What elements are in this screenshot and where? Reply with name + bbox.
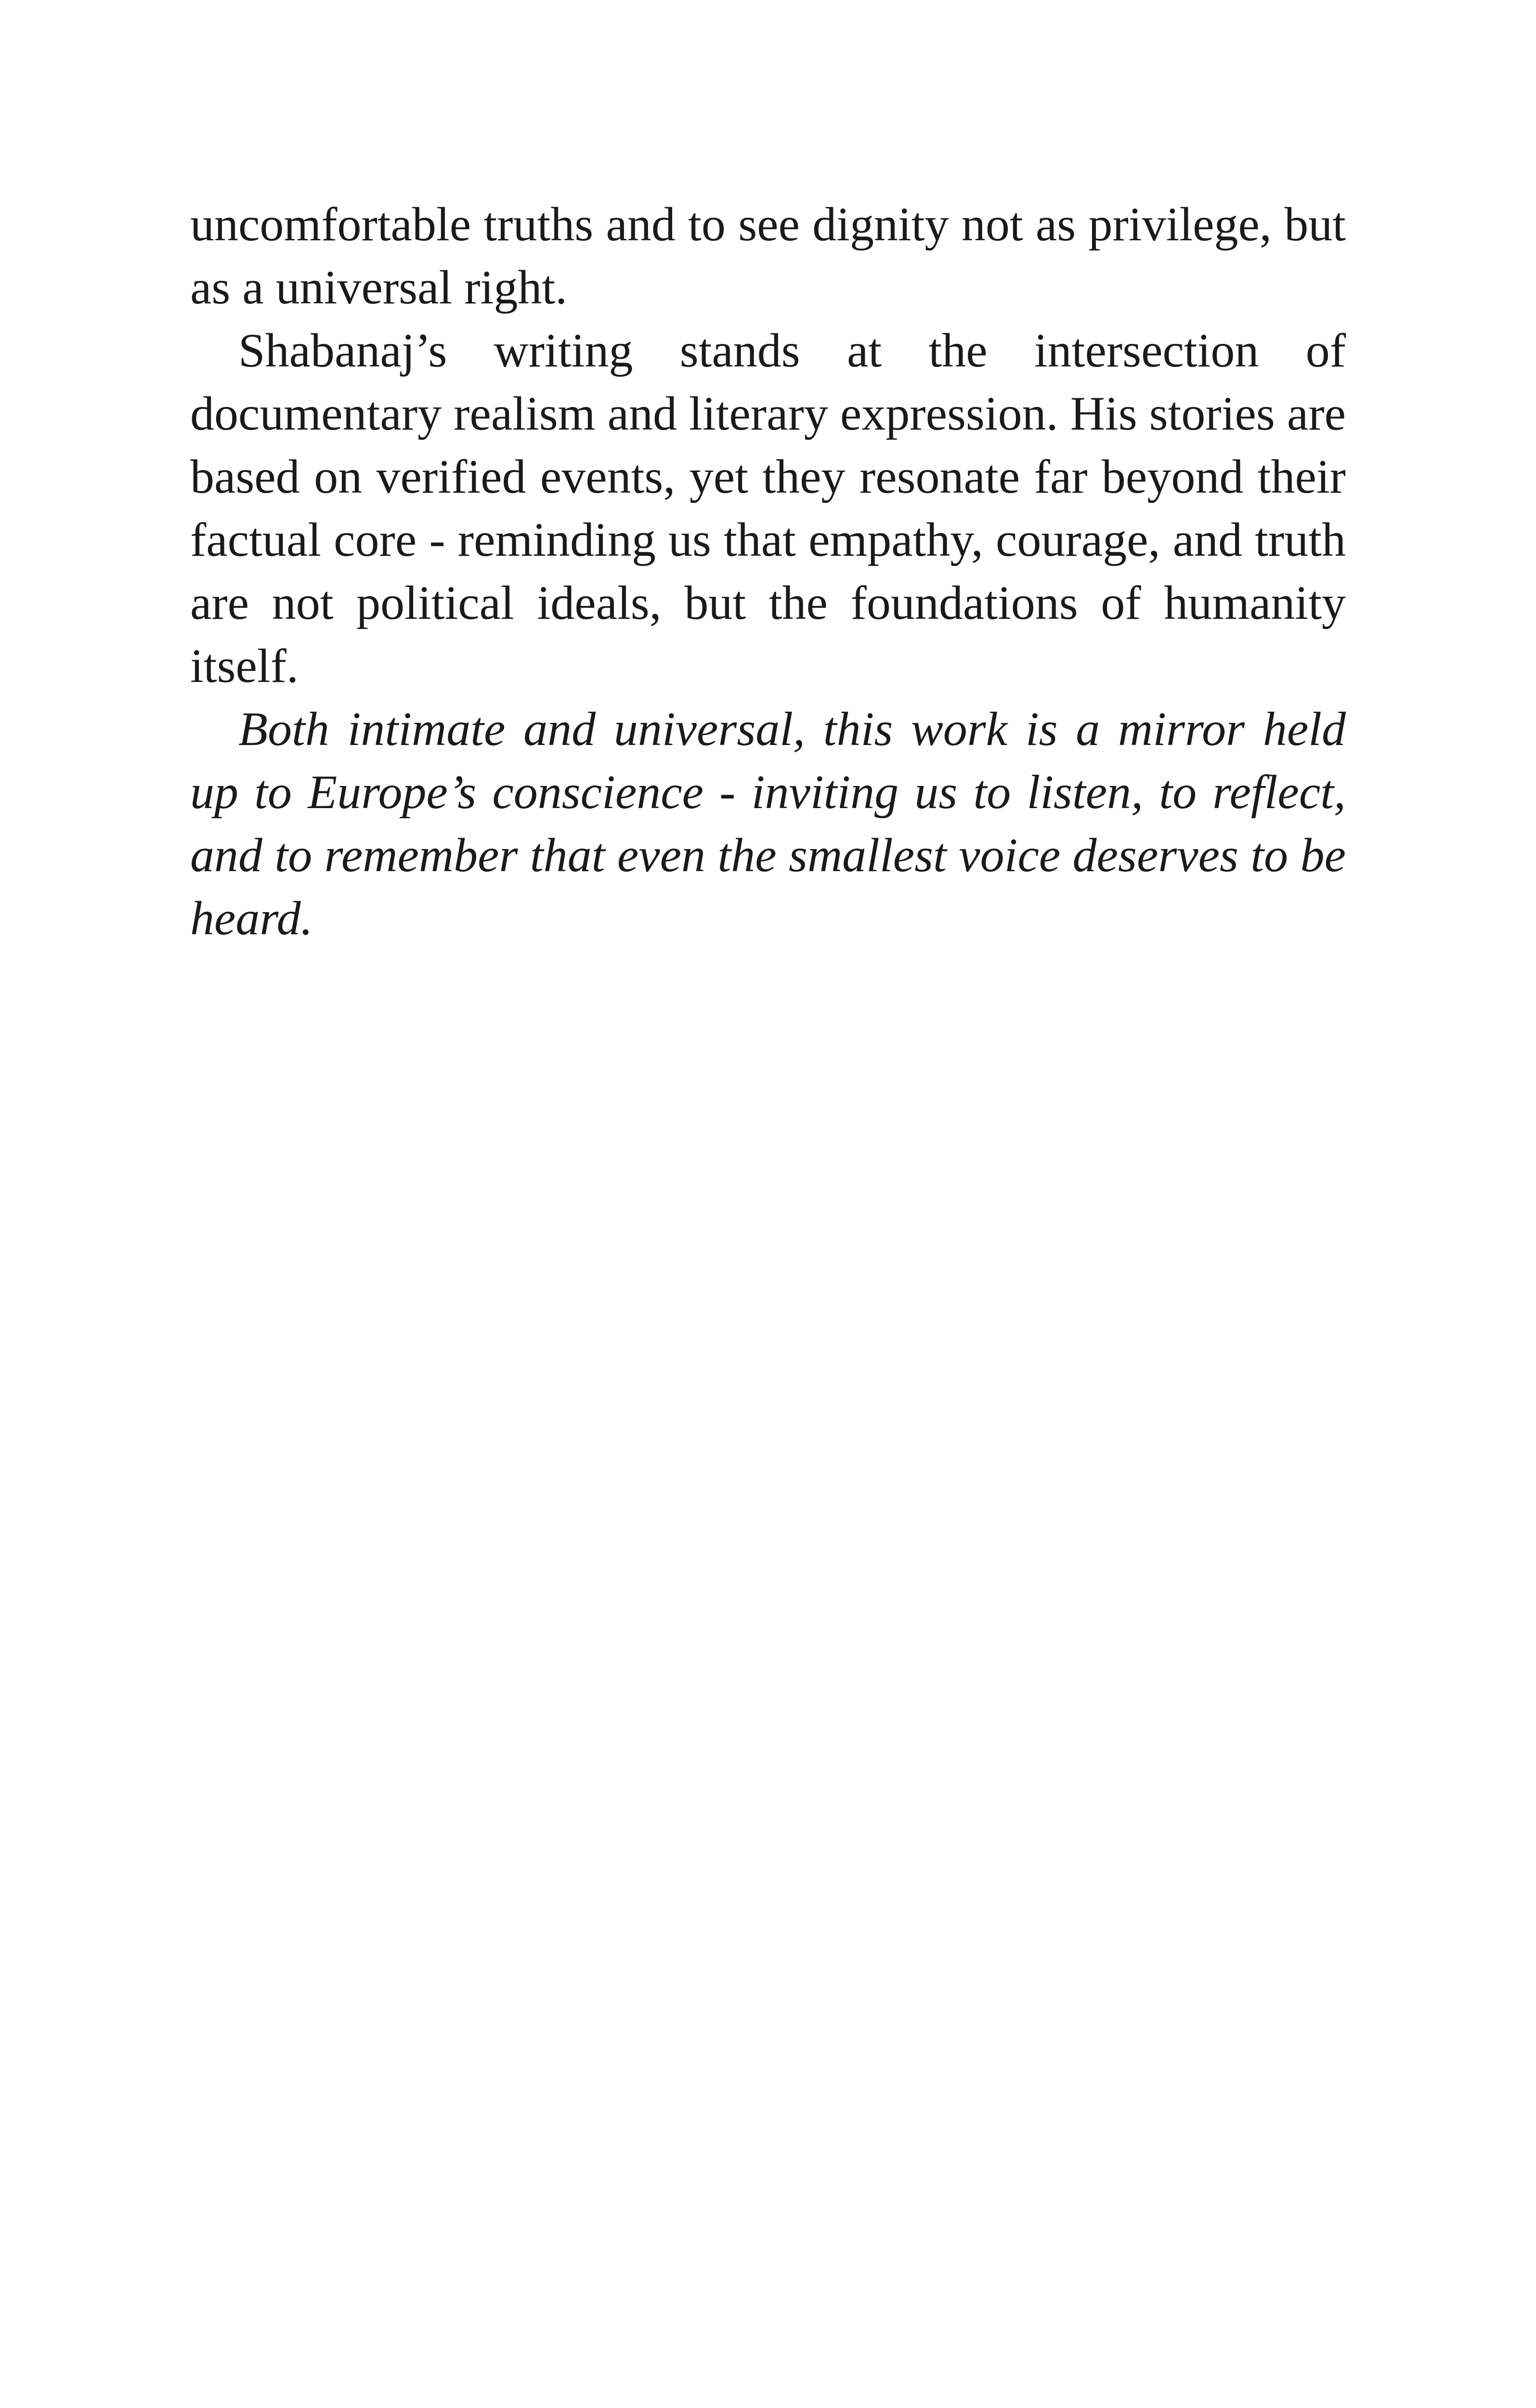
body-text: [190, 193, 1346, 950]
paragraph-closing-italic: Both intimate and universal, this work is a mirror held up to Europe’s conscience - inviting us to listen, to reflect, and to remember that even the smallest voice deserves to be heard.: [190, 702, 1346, 945]
paragraph-continuation: uncomfortable truths and to see dignity not as privilege, but as a universal right.: [190, 197, 1346, 314]
paragraph-shabanaj-writing: Shabanaj’s writing stands at the intersection of documentary realism and literary expression. His stories are based on verified events, yet they resonate far beyond their factual core - reminding us that empathy, courage, and truth are not political ideals, but the foundations of humanity itself.: [190, 324, 1346, 693]
